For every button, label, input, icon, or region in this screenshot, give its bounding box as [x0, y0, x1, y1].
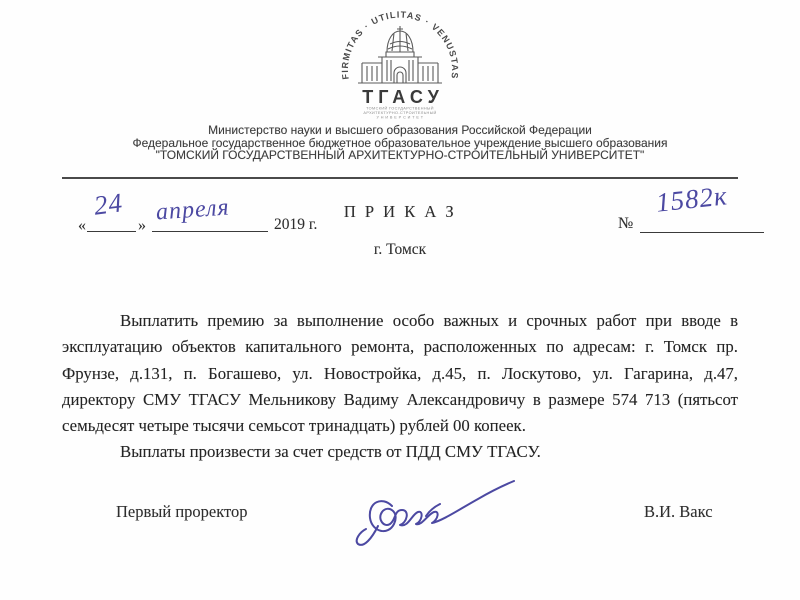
signer-position: Первый проректор [116, 502, 248, 521]
handwritten-signature-icon [330, 466, 530, 558]
handwritten-month: апреля [155, 194, 231, 226]
handwritten-day: 24 [92, 187, 125, 221]
institution-line: Федеральное государственное бюджетное образовательное учреждение высшего образования [132, 135, 668, 150]
emblem-acronym: ТГАСУ [362, 87, 444, 107]
university-name-line: "ТОМСКИЙ ГОСУДАРСТВЕННЫЙ АРХИТЕКТУРНО-СТРОИТЕЛЬНЫЙ УНИВЕРСИТЕТ" [155, 148, 645, 163]
emblem-building-icon [358, 26, 442, 83]
order-title: П Р И К А З [343, 202, 457, 221]
day-underline [87, 231, 136, 232]
number-underline [640, 232, 764, 233]
emblem-subline-2: АРХИТЕКТУРНО-СТРОИТЕЛЬНЫЙ [363, 111, 437, 115]
signer-name: В.И. Вакс [644, 502, 713, 521]
handwritten-order-number: 1582к [654, 180, 729, 218]
emblem-subline-1: ТОМСКИЙ ГОСУДАРСТВЕННЫЙ [366, 106, 434, 111]
order-paragraph-1: Выплатить премию за выполнение особо важных и срочных работ при вводе в эксплуатацию объектов капитального ремонта, расположенных по адресам: г. Томск пр. Фрунзе, д.131, п. Богашево, ул. Новостройка, д.45, п. Лоскутово, ул. Гагарина, д.47, директору СМУ ТГАСУ Мельникову Вадиму Александровичу в размере 574 713 (пятьсот семьдесят четыре тысячи семьсот тринадцать) рублей 00 копеек. [62, 311, 738, 436]
open-quote: « [78, 217, 86, 234]
header-divider [62, 177, 738, 179]
city-label: г. Томск [373, 241, 427, 258]
order-body [62, 308, 738, 466]
ministry-line: Министерство науки и высшего образования Российской Федерации [208, 123, 592, 137]
university-emblem [310, 10, 490, 120]
letterhead [0, 124, 800, 162]
order-number-field [618, 180, 768, 240]
number-sign: № [618, 215, 634, 232]
year-label: 2019 г. [274, 216, 318, 233]
month-underline [152, 231, 268, 232]
emblem-subline-3: У Н И В Е Р С И Т Е Т [376, 115, 424, 120]
emblem-motto-arc: FIRMITAS · UTILITAS · VENUSTAS [339, 10, 461, 81]
close-quote: » [138, 217, 146, 234]
order-paragraph-2: Выплаты произвести за счет средств от ПДД СМУ ТГАСУ. [120, 442, 541, 462]
